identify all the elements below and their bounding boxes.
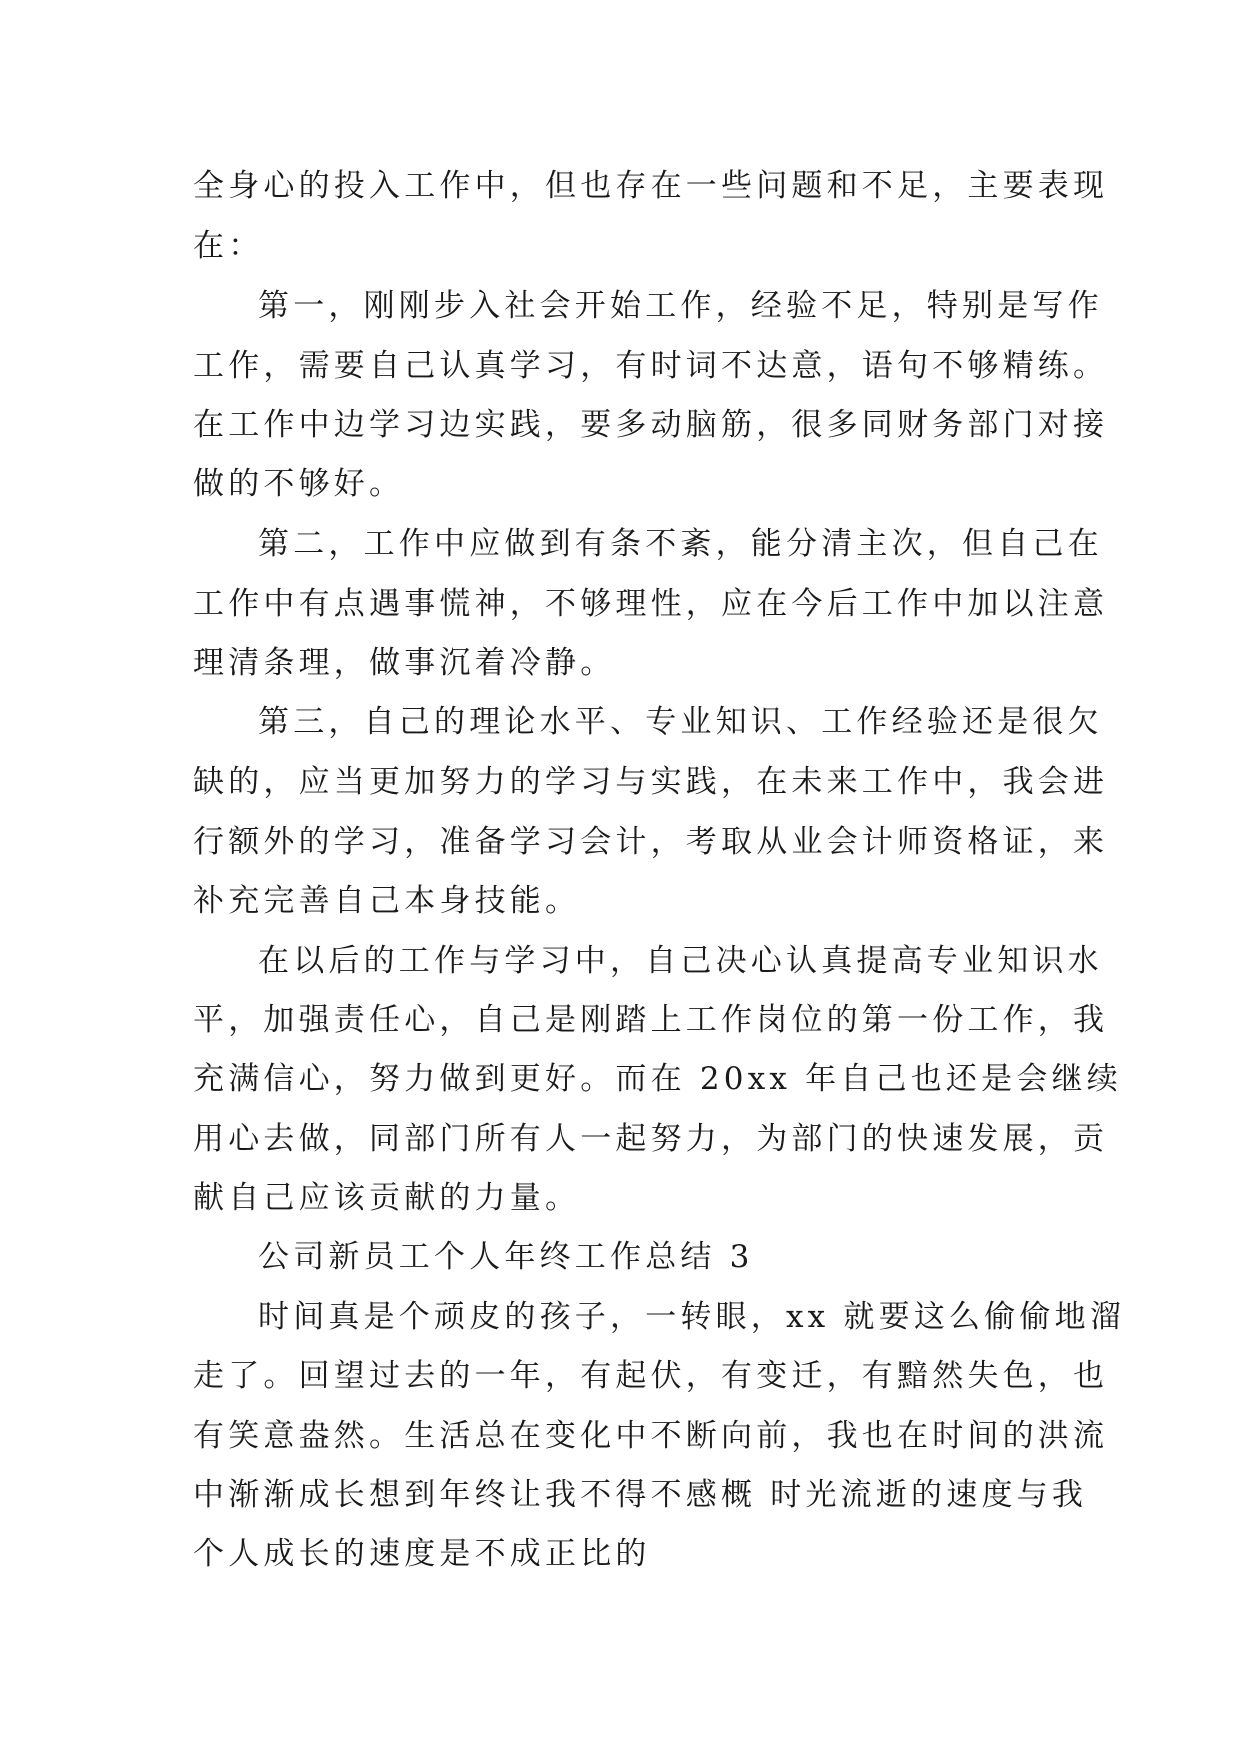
text-line: 在工作中边学习边实践，要多动脑筋，很多同财务部门对接 [193, 407, 1109, 443]
text-line: 献自己应该贡献的力量。 [193, 1180, 581, 1216]
text-line: 平，加强责任心，自己是刚踏上工作岗位的第一份工作，我 [193, 1002, 1109, 1038]
paragraph-first-line: 第二，工作中应做到有条不紊，能分清主次，但自己在 [258, 526, 1103, 562]
paragraph-first-line: 在以后的工作与学习中，自己决心认真提高专业知识水 [258, 943, 1103, 979]
text-line: 个人成长的速度是不成正比的 [193, 1536, 651, 1572]
text-line: 补充完善自己本身技能。 [193, 883, 581, 919]
text-line: 行额外的学习，准备学习会计，考取从业会计师资格证，来 [193, 824, 1109, 860]
text-line: 用心去做，同部门所有人一起努力，为部门的快速发展，贡 [193, 1121, 1109, 1157]
text-line: 在： [193, 228, 264, 264]
text-line: 中渐渐成长想到年终让我不得不感概 时光流逝的速度与我 [193, 1477, 1088, 1513]
text-line: 有笑意盎然。生活总在变化中不断向前，我也在时间的洪流 [193, 1418, 1109, 1454]
paragraph-first-line: 时间真是个顽皮的孩子，一转眼，xx 就要这么偷偷地溜 [258, 1299, 1126, 1335]
text-line: 全身心的投入工作中，但也存在一些问题和不足，主要表现 [193, 168, 1109, 204]
text-line: 做的不够好。 [193, 466, 405, 502]
paragraph-first-line: 第一，刚刚步入社会开始工作，经验不足，特别是写作 [258, 288, 1103, 324]
text-line: 工作中有点遇事慌神，不够理性，应在今后工作中加以注意 [193, 586, 1109, 622]
text-line: 工作，需要自己认真学习，有时词不达意，语句不够精练。 [193, 348, 1109, 384]
text-line: 理清条理，做事沉着冷静。 [193, 645, 616, 681]
paragraph-first-line: 第三，自己的理论水平、专业知识、工作经验还是很欠 [258, 704, 1103, 740]
text-line: 缺的，应当更加努力的学习与实践，在未来工作中，我会进 [193, 764, 1109, 800]
text-line: 充满信心，努力做到更好。而在 20xx 年自己也还是会继续 [193, 1061, 1122, 1097]
section-heading: 公司新员工个人年终工作总结 3 [258, 1239, 754, 1275]
text-line: 走了。回望过去的一年，有起伏，有变迁，有黯然失色，也 [193, 1358, 1109, 1394]
